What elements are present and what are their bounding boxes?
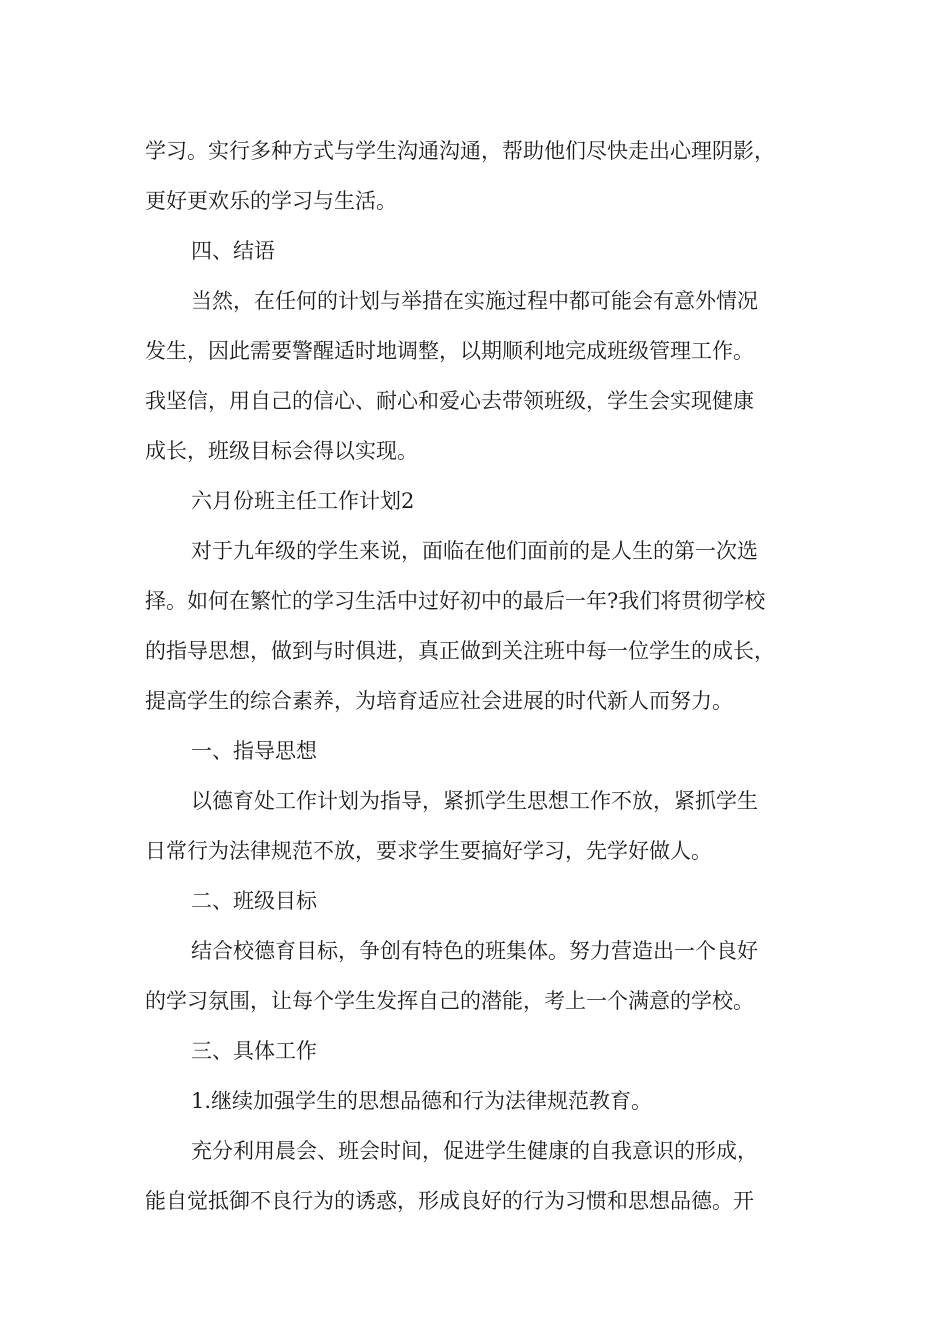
section-heading: 一、指导思想 [191, 739, 317, 763]
text-line: 学习。实行多种方式与学生沟通沟通，帮助他们尽快走出心理阴影， [145, 139, 775, 163]
text-line: 当然，在任何的计划与举措在实施过程中都可能会有意外情况 [191, 289, 758, 313]
text-line: 提高学生的综合素养，为培育适应社会进展的时代新人而努力。 [145, 689, 733, 713]
text-line: 的学习氛围，让每个学生发挥自己的潜能，考上一个满意的学校。 [145, 989, 754, 1013]
text-line: 更好更欢乐的学习与生活。 [145, 189, 397, 213]
section-heading: 二、班级目标 [191, 889, 317, 913]
document-body [145, 126, 810, 1226]
section-heading: 四、结语 [191, 239, 275, 263]
section-heading: 三、具体工作 [191, 1039, 317, 1063]
text-line: 成长，班级目标会得以实现。 [145, 439, 418, 463]
text-line: 以德育处工作计划为指导，紧抓学生思想工作不放，紧抓学生 [191, 789, 758, 813]
text-line: 能自觉抵御不良行为的诱惑，形成良好的行为习惯和思想品德。开 [145, 1189, 754, 1213]
text-line: 择。如何在繁忙的学习生活中过好初中的最后一年?我们将贯彻学校 [145, 589, 766, 613]
document-title: 六月份班主任工作计划2 [191, 489, 415, 513]
text-line: 的指导思想，做到与时俱进，真正做到关注班中每一位学生的成长， [145, 639, 775, 663]
text-line: 我坚信，用自己的信心、耐心和爱心去带领班级，学生会实现健康 [145, 389, 754, 413]
text-line: 对于九年级的学生来说，面临在他们面前的是人生的第一次选 [191, 539, 758, 563]
text-line: 发生，因此需要警醒适时地调整，以期顺利地完成班级管理工作。 [145, 339, 754, 363]
text-line: 日常行为法律规范不放，要求学生要搞好学习，先学好做人。 [145, 839, 712, 863]
list-item-heading: 1.继续加强学生的思想品德和行为法律规范教育。 [191, 1089, 653, 1113]
text-line: 结合校德育目标，争创有特色的班集体。努力营造出一个良好 [191, 939, 758, 963]
text-line: 充分利用晨会、班会时间，促进学生健康的自我意识的形成， [191, 1139, 758, 1163]
